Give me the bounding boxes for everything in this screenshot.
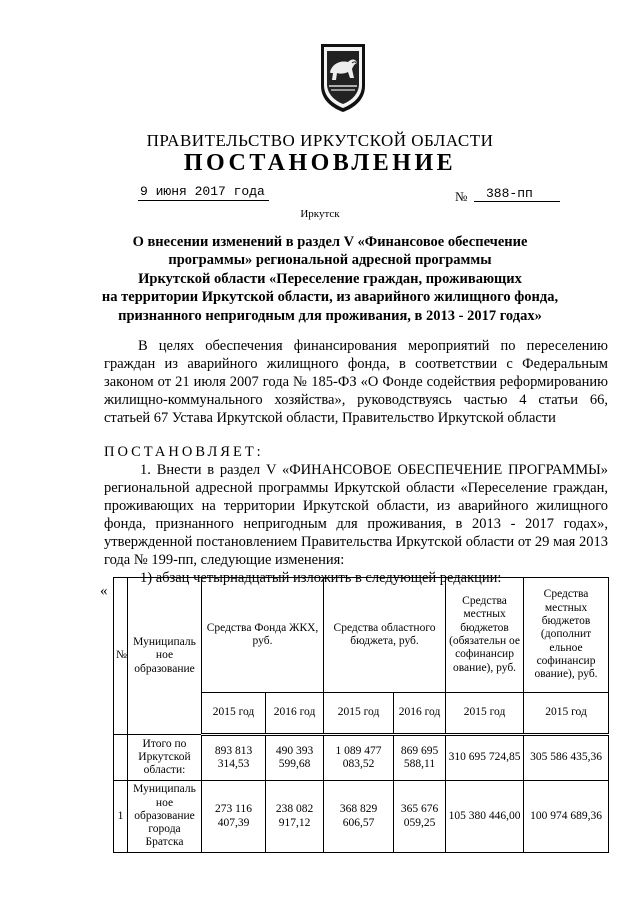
row-name: Муниципаль ное образование города Братска	[128, 781, 202, 853]
row-value: 893 813 314,53	[202, 735, 266, 781]
header-municipality: Муниципаль ное образование	[128, 578, 202, 735]
table-row	[114, 735, 609, 781]
title-line: на территории Иркутской области, из аварийного жилищного фонда,	[101, 289, 559, 306]
government-name: ПРАВИТЕЛЬСТВО ИРКУТСКОЙ ОБЛАСТИ	[146, 131, 494, 150]
header-regional: Средства областного бюджета, руб.	[324, 578, 446, 693]
row-name: Итого по Иркутской области:	[128, 735, 202, 781]
title-line: Иркутской области «Переселение граждан, проживающих	[138, 270, 522, 287]
year-cell: 2015 год	[446, 693, 524, 735]
table-header-row	[114, 578, 609, 693]
year-cell: 2015 год	[324, 693, 394, 735]
row-value: 273 116 407,39	[202, 781, 266, 853]
opening-quote-mark: «	[100, 583, 108, 599]
year-cell: 2016 год	[266, 693, 324, 735]
row-num	[114, 735, 128, 781]
row-value: 490 393 599,68	[266, 735, 324, 781]
coat-of-arms-icon	[318, 42, 368, 114]
header-local-mandatory: Средства местных бюджетов (обязательн ое софинансир ование), руб.	[446, 578, 524, 693]
decree-date: 9 июня 2017 года	[138, 184, 269, 201]
decree-number: 388-пп	[474, 186, 560, 202]
title-line: О внесении изменений в раздел V «Финансовое обеспечение	[132, 234, 528, 250]
row-value: 100 974 689,36	[524, 781, 609, 853]
decree-title	[90, 233, 570, 325]
year-cell: 2016 год	[394, 693, 446, 735]
row-value: 365 676 059,25	[394, 781, 446, 853]
row-value: 1 089 477 083,52	[324, 735, 394, 781]
document-type: ПОСТАНОВЛЕНИЕ	[183, 150, 457, 176]
year-cell: 2015 год	[202, 693, 266, 735]
title-line: признанного непригодным для проживания, в 2013 - 2017 годах»	[118, 307, 542, 324]
item-1-paragraph: 1. Внести в раздел V «ФИНАНСОВОЕ ОБЕСПЕЧЕНИЕ ПРОГРАММЫ» региональной адресной программы Иркутской области «Переселение граждан, проживающих на территории Иркутской области, из аварийного жилищного фонда, признанного непригодным для проживания, в 2013 - 2017 годах», утвержденной постановлением Правительства Иркутской области от 29 мая 2013 года № 199-пп, следующие изменения:	[104, 462, 608, 568]
header-fund: Средства Фонда ЖКХ, руб.	[202, 578, 324, 693]
row-value: 305 586 435,36	[524, 735, 609, 781]
header-local-additional: Средства местных бюджетов (дополнит ельное софинансир ование), руб.	[524, 578, 609, 693]
subitem-1-paragraph: 1) абзац четырнадцатый изложить в следующей редакции:	[140, 570, 502, 586]
header-num: №	[114, 578, 128, 735]
row-value: 310 695 724,85	[446, 735, 524, 781]
row-value: 238 082 917,12	[266, 781, 324, 853]
title-line: программы» региональной адресной программы	[168, 252, 492, 269]
number-label: №	[455, 189, 468, 204]
funding-table	[113, 577, 609, 853]
row-value: 105 380 446,00	[446, 781, 524, 853]
preamble-paragraph: В целях обеспечения финансирования мероприятий по переселению граждан из аварийного жилищного фонда, в соответствии с Федеральным законом от 21 июля 2007 года № 185-ФЗ «О Фонде содействия реформированию жилищно-коммунального хозяйства», руководствуясь частью 4 статьи 66, статьей 67 Устава Иркутской области, Правительство Иркутской области	[104, 338, 608, 426]
city: Иркутск	[300, 208, 340, 220]
year-cell: 2015 год	[524, 693, 609, 735]
resolves-heading: ПОСТАНОВЛЯЕТ:	[104, 444, 264, 460]
table-row	[114, 781, 609, 853]
row-num: 1	[114, 781, 128, 853]
row-value: 368 829 606,57	[324, 781, 394, 853]
row-value: 869 695 588,11	[394, 735, 446, 781]
